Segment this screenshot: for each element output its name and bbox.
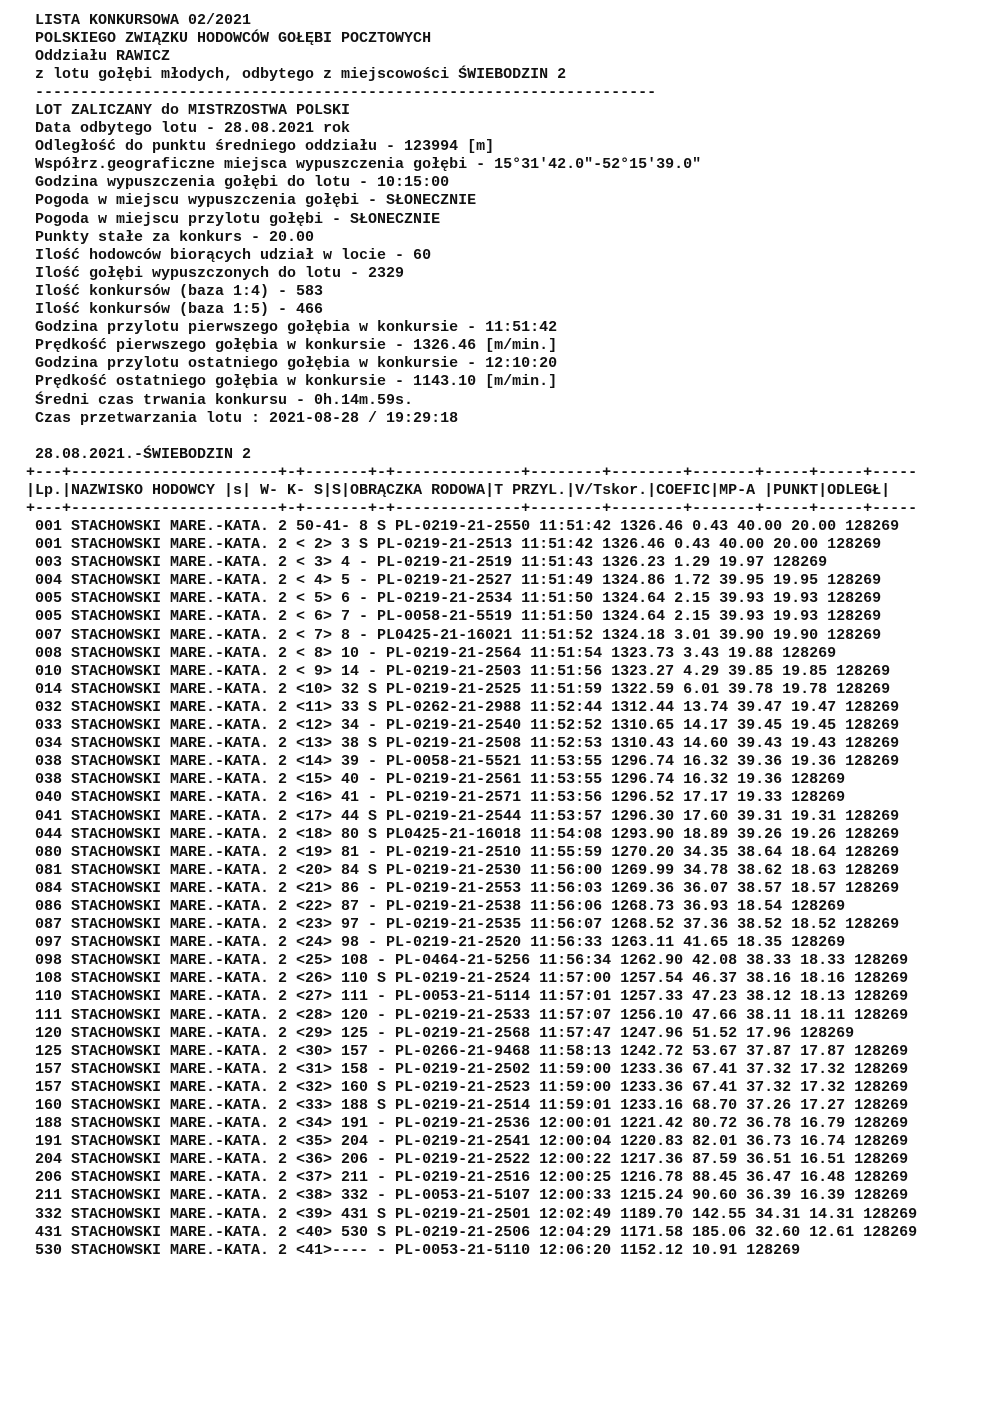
- info-line: Prędkość pierwszego gołębia w konkursie - 1326.46 [m/min.]: [35, 337, 558, 355]
- table-row: 041 STACHOWSKI MARE.-KATA. 2 <17> 44 S PL-0219-21-2544 11:53:57 1296.30 17.60 39.31 19.31 128269: [35, 807, 900, 825]
- results-table-body: [35, 518, 917, 1260]
- table-row: 157 STACHOWSKI MARE.-KATA. 2 <31> 158 - PL-0219-21-2502 11:59:00 1233.36 67.41 37.32 17.32 128269: [35, 1060, 909, 1078]
- table-row: 086 STACHOWSKI MARE.-KATA. 2 <22> 87 - PL-0219-21-2538 11:56:06 1268.73 36.93 18.54 128269: [35, 897, 846, 915]
- info-line: Pogoda w miejscu przylotu gołębi - SŁONECZNIE: [35, 210, 441, 228]
- info-line: Czas przetwarzania lotu : 2021-08-28 / 19:29:18: [35, 409, 459, 427]
- table-row: 007 STACHOWSKI MARE.-KATA. 2 < 7> 8 - PL0425-21-16021 11:51:52 1324.18 3.01 39.90 19.90 128269: [35, 626, 882, 644]
- table-row: 038 STACHOWSKI MARE.-KATA. 2 <15> 40 - PL-0219-21-2561 11:53:55 1296.74 16.32 19.36 128269: [35, 771, 846, 789]
- info-line: Punkty stałe za konkurs - 20.00: [35, 228, 315, 246]
- table-row: 008 STACHOWSKI MARE.-KATA. 2 < 8> 10 - PL-0219-21-2564 11:51:54 1323.73 3.43 19.88 128269: [35, 644, 837, 662]
- separator-line: ---------------------------------------------------------------------: [35, 84, 657, 102]
- table-row: 098 STACHOWSKI MARE.-KATA. 2 <25> 108 - PL-0464-21-5256 11:56:34 1262.90 42.08 38.33 18.33 128269: [35, 952, 909, 970]
- table-row: 044 STACHOWSKI MARE.-KATA. 2 <18> 80 S PL0425-21-16018 11:54:08 1293.90 18.89 39.26 19.26 128269: [35, 825, 900, 843]
- table-row: 033 STACHOWSKI MARE.-KATA. 2 <12> 34 - PL-0219-21-2540 11:52:52 1310.65 14.17 39.45 19.45 128269: [35, 717, 900, 735]
- table-row: 108 STACHOWSKI MARE.-KATA. 2 <26> 110 S PL-0219-21-2524 11:57:00 1257.54 46.37 38.16 18.16 128269: [35, 970, 909, 988]
- table-row: 010 STACHOWSKI MARE.-KATA. 2 < 9> 14 - PL-0219-21-2503 11:51:56 1323.27 4.29 39.85 19.85 128269: [35, 662, 891, 680]
- table-border-bottom: +---+-----------------------+-+-------+-+--------------+--------+--------+-------+-----+-----+-----: [26, 500, 918, 518]
- table-row: 032 STACHOWSKI MARE.-KATA. 2 <11> 33 S PL-0262-21-2988 11:52:44 1312.44 13.74 39.47 19.47 128269: [35, 698, 900, 716]
- table-row: 040 STACHOWSKI MARE.-KATA. 2 <16> 41 - PL-0219-21-2571 11:53:56 1296.52 17.17 19.33 128269: [35, 789, 846, 807]
- table-row: 087 STACHOWSKI MARE.-KATA. 2 <23> 97 - PL-0219-21-2535 11:56:07 1268.52 37.36 38.52 18.52 128269: [35, 916, 900, 934]
- association-name: POLSKIEGO ZWIĄZKU HODOWCÓW GOŁĘBI POCZTOWYCH: [35, 30, 432, 48]
- info-line: Ilość hodowców biorących udział w locie - 60: [35, 246, 432, 264]
- info-line: LOT ZALICZANY do MISTRZOSTWA POLSKI: [35, 102, 351, 119]
- table-row: 157 STACHOWSKI MARE.-KATA. 2 <32> 160 S PL-0219-21-2523 11:59:00 1233.36 67.41 37.32 17.32 128269: [35, 1078, 909, 1096]
- table-row: 081 STACHOWSKI MARE.-KATA. 2 <20> 84 S PL-0219-21-2530 11:56:00 1269.99 34.78 38.62 18.63 128269: [35, 861, 900, 879]
- table-row: 191 STACHOWSKI MARE.-KATA. 2 <35> 204 - PL-0219-21-2541 12:00:04 1220.83 82.01 36.73 16.74 128269: [35, 1133, 909, 1151]
- results-table-header: [26, 464, 917, 518]
- list-title: LISTA KONKURSOWA 02/2021: [35, 12, 252, 29]
- table-row: 188 STACHOWSKI MARE.-KATA. 2 <34> 191 - PL-0219-21-2536 12:00:01 1221.42 80.72 36.78 16.79 128269: [35, 1115, 909, 1133]
- table-row: 120 STACHOWSKI MARE.-KATA. 2 <29> 125 - PL-0219-21-2568 11:57:47 1247.96 51.52 17.96 128269: [35, 1024, 855, 1042]
- race-title-block: [35, 446, 251, 464]
- table-row: 206 STACHOWSKI MARE.-KATA. 2 <37> 211 - PL-0219-21-2516 12:00:25 1216.78 88.45 36.47 16.48 128269: [35, 1169, 909, 1187]
- table-row: 005 STACHOWSKI MARE.-KATA. 2 < 6> 7 - PL-0058-21-5519 11:51:50 1324.64 2.15 39.93 19.93 128269: [35, 608, 882, 626]
- info-line: Współrz.geograficzne miejsca wypuszczenia gołębi - 15°31'42.0"-52°15'39.0": [35, 156, 702, 174]
- table-row: 014 STACHOWSKI MARE.-KATA. 2 <10> 32 S PL-0219-21-2525 11:51:59 1322.59 6.01 39.78 19.78 128269: [35, 680, 891, 698]
- table-column-headers: |Lp.|NAZWISKO HODOWCY |s| W- K- S|S|OBRĄCZKA RODOWA|T PRZYL.|V/Tskor.|COEFIC|MP-A |PUNKT|ODLEGŁ|: [26, 482, 891, 500]
- flight-description: z lotu gołębi młodych, odbytego z miejscowości ŚWIEBODZIN 2: [35, 66, 567, 84]
- table-row: 160 STACHOWSKI MARE.-KATA. 2 <33> 188 S PL-0219-21-2514 11:59:01 1233.16 68.70 37.26 17.27 128269: [35, 1097, 909, 1114]
- table-border-top: +---+-----------------------+-+-------+-+--------------+--------+--------+-------+-----+-----+-----: [26, 464, 918, 481]
- info-line: Godzina przylotu ostatniego gołębia w konkursie - 12:10:20: [35, 355, 558, 373]
- table-row: 125 STACHOWSKI MARE.-KATA. 2 <30> 157 - PL-0266-21-9468 11:58:13 1242.72 53.67 37.87 17.87 128269: [35, 1042, 909, 1060]
- table-row: 034 STACHOWSKI MARE.-KATA. 2 <13> 38 S PL-0219-21-2508 11:52:53 1310.43 14.60 39.43 19.43 128269: [35, 735, 900, 753]
- table-row: 004 STACHOWSKI MARE.-KATA. 2 < 4> 5 - PL-0219-21-2527 11:51:49 1324.86 1.72 39.95 19.95 128269: [35, 572, 882, 590]
- table-row: 038 STACHOWSKI MARE.-KATA. 2 <14> 39 - PL-0058-21-5521 11:53:55 1296.74 16.32 39.36 19.36 128269: [35, 753, 900, 771]
- table-row: 001 STACHOWSKI MARE.-KATA. 2 < 2> 3 S PL-0219-21-2513 11:51:42 1326.46 0.43 40.00 20.00 128269: [35, 536, 882, 554]
- info-line: Średni czas trwania konkursu - 0h.14m.59s.: [35, 391, 414, 409]
- race-title: 28.08.2021.-ŚWIEBODZIN 2: [35, 446, 252, 463]
- info-line: Ilość gołębi wypuszczonych do lotu - 2329: [35, 264, 405, 282]
- info-line: Odległość do punktu średniego oddziału - 123994 [m]: [35, 138, 495, 156]
- info-line: Pogoda w miejscu wypuszczenia gołębi - SŁONECZNIE: [35, 192, 477, 210]
- table-row: 080 STACHOWSKI MARE.-KATA. 2 <19> 81 - PL-0219-21-2510 11:55:59 1270.20 34.35 38.64 18.64 128269: [35, 843, 900, 861]
- table-row: 204 STACHOWSKI MARE.-KATA. 2 <36> 206 - PL-0219-21-2522 12:00:22 1217.36 87.59 36.51 16.51 128269: [35, 1151, 909, 1169]
- table-row: 111 STACHOWSKI MARE.-KATA. 2 <28> 120 - PL-0219-21-2533 11:57:07 1256.10 47.66 38.11 18.11 128269: [35, 1006, 909, 1024]
- table-row: 530 STACHOWSKI MARE.-KATA. 2 <41>---- - PL-0053-21-5110 12:06:20 1152.12 10.91 128269: [35, 1241, 801, 1259]
- info-line: Prędkość ostatniego gołębia w konkursie - 1143.10 [m/min.]: [35, 373, 558, 391]
- table-row: 332 STACHOWSKI MARE.-KATA. 2 <39> 431 S PL-0219-21-2501 12:02:49 1189.70 142.55 34.31 14.31 128269: [35, 1205, 918, 1223]
- table-row: 003 STACHOWSKI MARE.-KATA. 2 < 3> 4 - PL-0219-21-2519 11:51:43 1326.23 1.29 19.97 128269: [35, 554, 828, 572]
- document-header: [35, 12, 656, 102]
- info-line: Godzina przylotu pierwszego gołębia w konkursie - 11:51:42: [35, 319, 558, 337]
- table-row: 005 STACHOWSKI MARE.-KATA. 2 < 5> 6 - PL-0219-21-2534 11:51:50 1324.64 2.15 39.93 19.93 128269: [35, 590, 882, 608]
- branch-name: Oddziału RAWICZ: [35, 48, 171, 66]
- table-row: 110 STACHOWSKI MARE.-KATA. 2 <27> 111 - PL-0053-21-5114 11:57:01 1257.33 47.23 38.12 18.13 128269: [35, 988, 909, 1006]
- table-row: 084 STACHOWSKI MARE.-KATA. 2 <21> 86 - PL-0219-21-2553 11:56:03 1269.36 36.07 38.57 18.57 128269: [35, 879, 900, 897]
- table-row: 431 STACHOWSKI MARE.-KATA. 2 <40> 530 S PL-0219-21-2506 12:04:29 1171.58 185.06 32.60 12.61 128269: [35, 1223, 918, 1241]
- info-line: Godzina wypuszczenia gołębi do lotu - 10:15:00: [35, 174, 450, 192]
- table-row: 097 STACHOWSKI MARE.-KATA. 2 <24> 98 - PL-0219-21-2520 11:56:33 1263.11 41.65 18.35 128269: [35, 934, 846, 952]
- info-line: Ilość konkursów (baza 1:4) - 583: [35, 282, 324, 300]
- table-row: 001 STACHOWSKI MARE.-KATA. 2 50-41- 8 S PL-0219-21-2550 11:51:42 1326.46 0.43 40.00 20.00 128269: [35, 518, 900, 535]
- info-line: Ilość konkursów (baza 1:5) - 466: [35, 301, 324, 319]
- flight-info: [35, 102, 701, 428]
- info-line: Data odbytego lotu - 28.08.2021 rok: [35, 120, 351, 138]
- table-row: 211 STACHOWSKI MARE.-KATA. 2 <38> 332 - PL-0053-21-5107 12:00:33 1215.24 90.60 36.39 16.39 128269: [35, 1187, 909, 1205]
